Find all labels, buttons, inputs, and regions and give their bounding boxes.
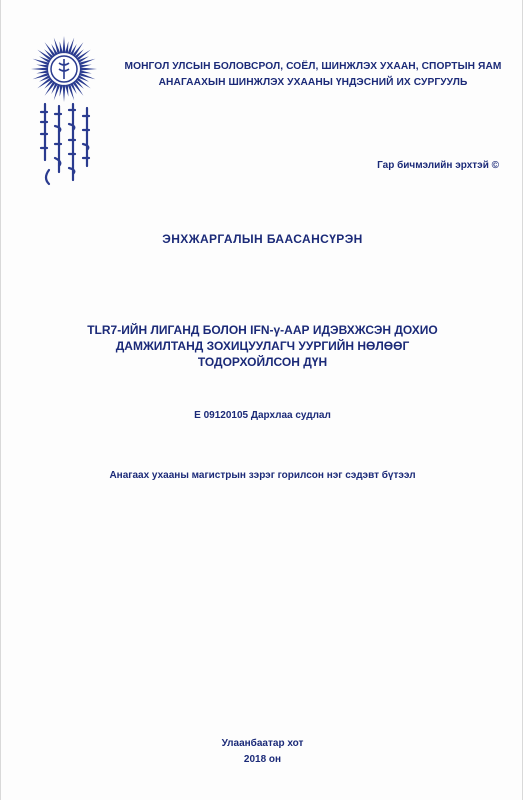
year: 2018 он bbox=[243, 754, 282, 765]
ministry-header bbox=[113, 59, 513, 91]
specialty-code: Е 09120105 Дархлаа судлал bbox=[194, 410, 331, 421]
place-and-year bbox=[1, 736, 523, 768]
university-name: АНАГААХЫН ШИНЖЛЭХ УХААНЫ ҮНДЭСНИЙ ИХ СУРГУУЛЬ bbox=[158, 77, 468, 88]
ministry-name: МОНГОЛ УЛСЫН БОЛОВСРОЛ, СОЁЛ, ШИНЖЛЭХ УХААН, СПОРТЫН ЯАМ bbox=[124, 61, 502, 72]
thesis-title bbox=[41, 322, 484, 370]
thesis-title-line: ДАМЖИЛТАНД ЗОХИЦУУЛАГЧ УУРГИЙН НӨЛӨӨГ bbox=[115, 339, 410, 353]
thesis-title-line: ТОДОРХОЙЛСОН ДҮН bbox=[197, 355, 328, 369]
degree-note: Анагаах ухааны магистрын зэрэг горилсон нэг сэдэвт бүтээл bbox=[109, 470, 416, 481]
city: Улаанбаатар хот bbox=[221, 738, 304, 749]
mongolian-script-seal bbox=[35, 100, 99, 188]
thesis-title-line: TLR7-ИЙН ЛИГАНД БОЛОН IFN-γ-ААР ИДЭВХЖСЭН ДОХИО bbox=[87, 323, 438, 337]
university-emblem-icon bbox=[29, 34, 99, 104]
copyright-note: Гар бичмэлийн эрхтэй © bbox=[377, 160, 499, 171]
author-name: ЭНХЖАРГАЛЫН БААСАНСҮРЭН bbox=[162, 232, 363, 246]
